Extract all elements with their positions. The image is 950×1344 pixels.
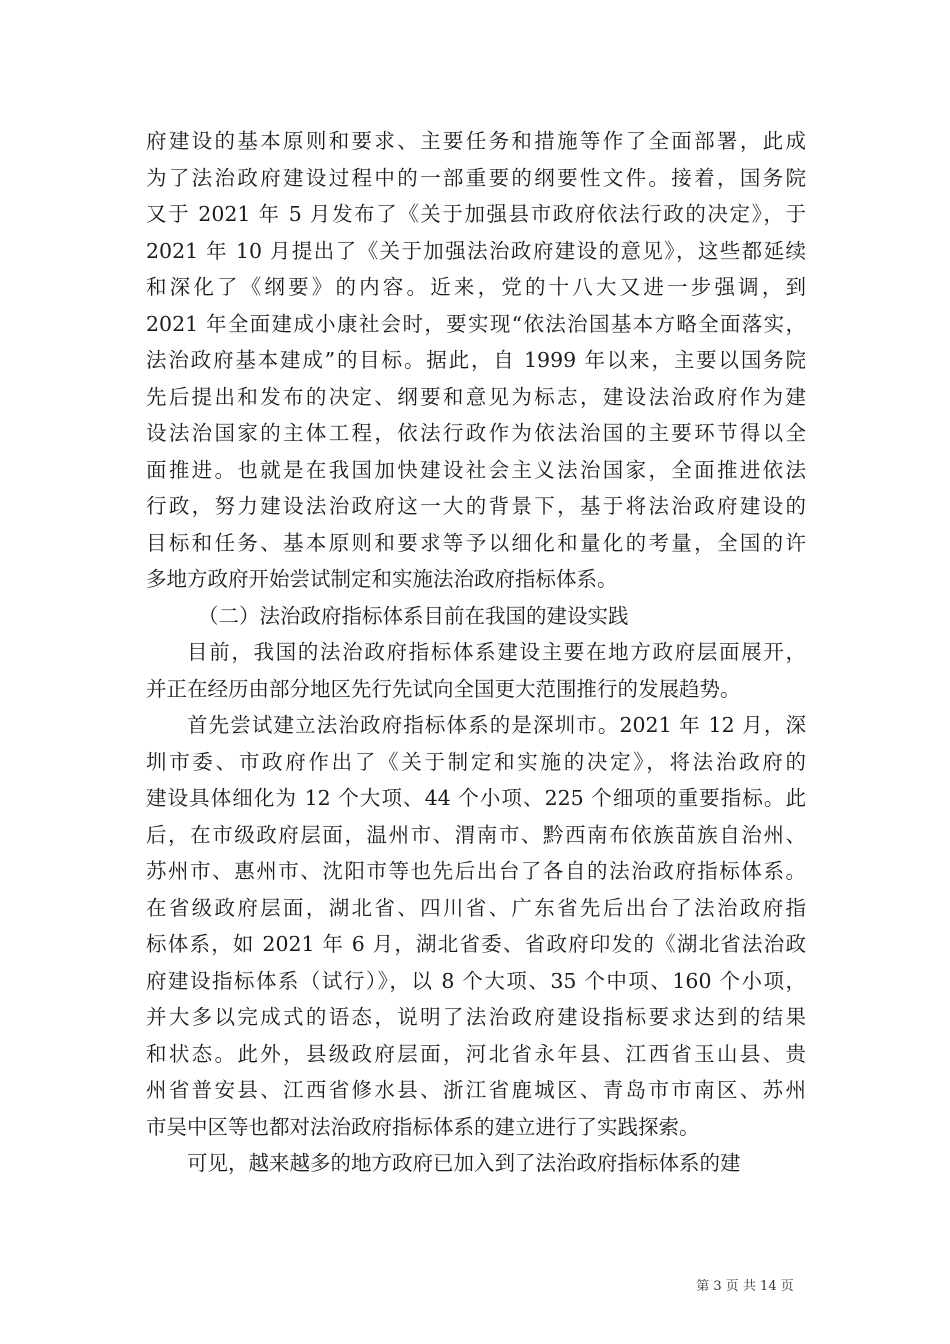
text-line: 并大多以完成式的语态，说明了法治政府建设指标要求达到的结果 <box>146 1005 806 1029</box>
text-line: 目标和任务、基本原则和要求等予以细化和量化的考量，全国的许 <box>146 530 806 555</box>
text-line: 法治政府基本建成”的目标。据此，自 1999 年以来，主要以国务院 <box>146 348 806 372</box>
text-line: 设法治国家的主体工程，依法行政作为依法治国的主要环节得以全 <box>146 421 806 445</box>
text-line: 市吴中区等也都对法治政府指标体系的建立进行了实践探索。 <box>146 1114 700 1139</box>
text-line: 和状态。此外，县级政府层面，河北省永年县、江西省玉山县、贵 <box>146 1041 806 1066</box>
text-line: 标体系，如 2021 年 6 月，湖北省委、省政府印发的《湖北省法治政 <box>146 932 806 956</box>
text-line: 圳市委、市政府作出了《关于制定和实施的决定》，将法治政府的 <box>146 749 806 774</box>
text-line: 首先尝试建立法治政府指标体系的是深圳市。2021 年 12 月，深 <box>187 713 806 737</box>
text-line: 府建设指标体系（试行）》，以 8 个大项、35 个中项、160 个小项， <box>146 968 806 993</box>
text-line: 在省级政府层面，湖北省、四川省、广东省先后出台了法治政府指 <box>146 895 806 920</box>
text-line: 建设具体细化为 12 个大项、44 个小项、225 个细项的重要指标。此 <box>146 786 806 810</box>
text-line: 多地方政府开始尝试制定和实施法治政府指标体系。 <box>146 567 618 591</box>
text-line: 2021 年 10 月提出了《关于加强法治政府建设的意见》，这些都延续 <box>146 238 806 263</box>
text-line: 目前，我国的法治政府指标体系建设主要在地方政府层面展开， <box>187 640 806 664</box>
text-line: 面推进。也就是在我国加快建设社会主义法治国家，全面推进依法 <box>146 457 806 482</box>
text-line: 苏州市、惠州市、沈阳市等也先后出台了各自的法治政府指标体系。 <box>146 859 806 883</box>
text-line: 和深化了《纲要》的内容。近来，党的十八大又进一步强调，到 <box>146 275 806 299</box>
section-heading: （二）法治政府指标体系目前在我国的建设实践 <box>198 603 629 628</box>
text-line: 府建设的基本原则和要求、主要任务和措施等作了全面部署，此成 <box>146 129 806 153</box>
text-line: 可见，越来越多的地方政府已加入到了法治政府指标体系的建 <box>187 1151 741 1175</box>
text-line: 先后提出和发布的决定、纲要和意见为标志，建设法治政府作为建 <box>146 384 806 409</box>
text-line: 州省普安县、江西省修水县、浙江省鹿城区、青岛市市南区、苏州 <box>146 1078 806 1102</box>
text-line: 行政，努力建设法治政府这一大的背景下，基于将法治政府建设的 <box>146 494 806 518</box>
body-text <box>146 123 806 1182</box>
page-number: 第 3 页 共 14 页 <box>696 1279 794 1294</box>
text-line: 2021 年全面建成小康社会时，要实现“依法治国基本方略全面落实， <box>146 311 806 336</box>
text-line: 为了法治政府建设过程中的一部重要的纲要性文件。接着，国务院 <box>146 165 806 190</box>
text-line: 并正在经历由部分地区先行先试向全国更大范围推行的发展趋势。 <box>146 676 741 701</box>
text-line: 又于 2021 年 5 月发布了《关于加强县市政府依法行政的决定》，于 <box>146 202 806 226</box>
page-footer <box>0 1275 950 1294</box>
text-line: 后，在市级政府层面，温州市、渭南市、黔西南布依族苗族自治州、 <box>146 822 806 847</box>
